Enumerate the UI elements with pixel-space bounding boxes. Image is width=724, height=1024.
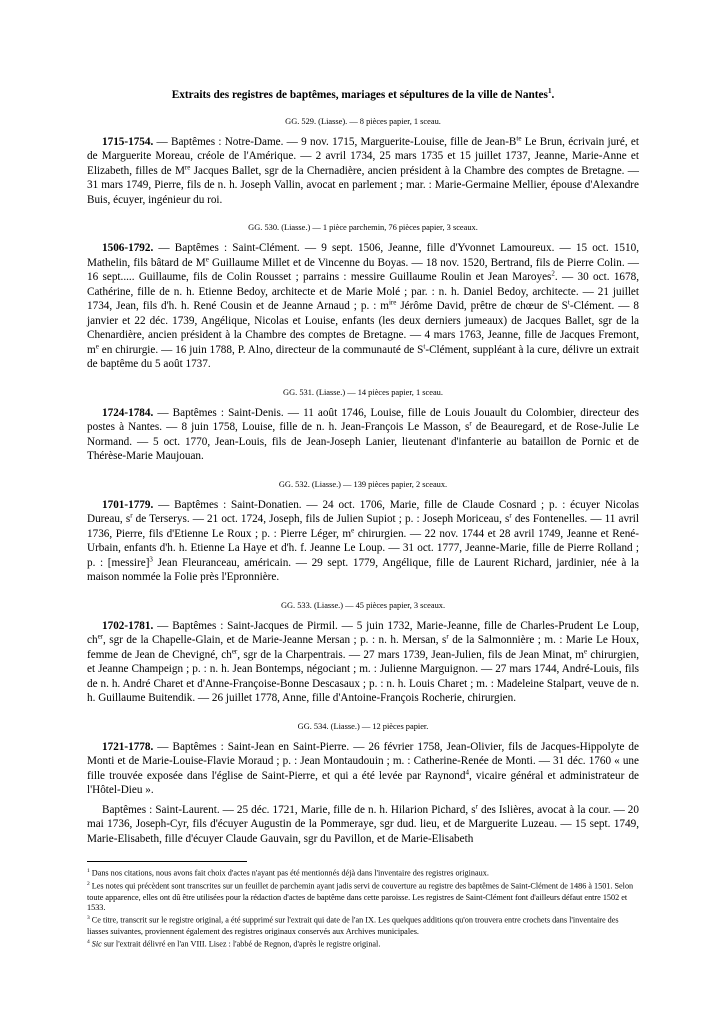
document-page bbox=[87, 84, 639, 950]
record-entry: 1724-1784. — Baptêmes : Saint-Denis. — 11 août 1746, Louise, fille de Louis Jouault du Colombier, directeur des postes à Nantes. — 8 juin 1758, Louise, fille de n. h. Jean-François Le Masson, $s^r$ de Beauregard, et de Rose-Julie Le Normand. — 5 oct. 1770, Jean-Louis, fils de Jean-Joseph Lanier, lieutenant d'infanterie au bataillon de Pornic et de Thérèse-Marie Maujouan. bbox=[87, 406, 640, 463]
entry-dates: 1506-1792. bbox=[102, 242, 154, 255]
page-title: Extraits des registres de baptêmes, mariages et sépultures de la ville de Nantes$^1$. bbox=[171, 87, 555, 101]
series-reference: GG. 531. (Liasse.) — 14 pièces papier, 1 sceau. bbox=[283, 387, 443, 397]
record-entry: 1721-1778. — Baptêmes : Saint-Jean en Saint-Pierre. — 26 février 1758, Jean-Olivier, fils de Jacques-Hippolyte de Monti et de Marie-Louise-Flavie Moraud ; p. : Jean Montaudouin ; m. : Catherine-Renée de Monti. — 31 déc. 1760 « une fille trouvée exposée dans l'église de Saint-Pierre, et qui a été levée par Raynond$^4$, vicaire général et administrateur de l'Hôtel-Dieu ». bbox=[87, 740, 639, 797]
series-reference: GG. 534. (Liasse.) — 12 pièces papier. bbox=[297, 721, 429, 731]
record-entry: 1701-1779. — Baptêmes : Saint-Donatien. — 24 oct. 1706, Marie, fille de Claude Cosnard ; p. : écuyer Nicolas Dureau, $s^r$ de Terserys. — 21 oct. 1724, Joseph, fils de Julien Supiot ; p. : Joseph Moriceau, $s^r$ des Fontenelles. — 11 avril 1736, Pierre, fils d'Etienne Le Roux ; p. : Pierre Léger, $m^e$ chirurgien. — 22 nov. 1744 et 28 avril 1749, Jeanne et René-Urbain, enfants d'h. h. Etienne La Haye et d'h. f. Jeanne Le Loup. — 31 oct. 1777, Jeanne-Marie, fille de Pierre Rolland ; p. : [messire]$^3$ Jean Fleuranceau, américain. — 29 sept. 1779, Angélique, fille de Laurent Richard, jardinier, née à la maison nommée la Folie près l'Epronnière. bbox=[87, 498, 640, 584]
footnote-ref: 1 bbox=[547, 87, 552, 95]
entry-dates: 1702-1781. bbox=[102, 619, 154, 632]
footnote: $^4$ Sic sur l'extrait délivré en l'an VIII. Lisez : l'abbé de Regnon, d'après le registre original. bbox=[87, 938, 381, 949]
footnote: $^1$ Dans nos citations, nous avons fait choix d'actes n'ayant pas été mentionnés déjà dans l'inventaire des registres originaux. bbox=[87, 868, 489, 878]
record-entry: 1506-1792. — Baptêmes : Saint-Clément. — 9 sept. 1506, Jeanne, fille d'Yvonnet Lamoureux. — 15 oct. 1510, Mathelin, fils bâtard de Me Guillaume Millet et de Vincenne du Boyas. — 18 nov. 1520, Bertrand, fils de Pierre Colin. — 16 sept..... Guillaume, fils de Colin Rousset ; parrains : messire Guillaume Roulin et Jean Maroyes$^2$. — 30 oct. 1678, Cathérine, fille de n. h. Etienne Bedoy, architecte et de Marie Molé ; par. : n. h. Daniel Bedoy, architecte. — 21 juillet 1734, Jean, fils d'h. h. René Cousin et de Jeanne Arnaud ; p. : $m^{ire}$ Jérôme David, prêtre de chœur de $S^t$-Clément. — 8 janvier et 22 déc. 1739, Angélique, Nicolas et Louise, enfants (les deux derniers jumeaux) de Jacques Ballet, sgr de la Chenardière, ancien président à la Chambre des comptes de Bretagne. — 4 mars 1763, Jeanne, fille de Jacques Fremont, $m^e$ en chirurgie. — 16 juin 1788, P. Alno, directeur de la communauté de $S^t$-Clément, suppléant à la cure, délivre un extrait de baptême du 5 août 1737. bbox=[87, 242, 640, 371]
series-reference: GG. 529. (Liasse). — 8 pièces papier, 1 sceau. bbox=[285, 116, 441, 126]
entry-dates: 1721-1778. bbox=[102, 740, 154, 753]
footnotes bbox=[87, 866, 639, 950]
record-entry-continued: Baptêmes : Saint-Laurent. — 25 déc. 1721, Marie, fille de n. h. Hilarion Pichard, $s^r$ des Islières, avocat à la cour. — 20 mai 1736, Joseph-Cyr, fils d'écuyer Augustin de la Pommeraye, sgr dud. lieu, et de Marguerite Luzeau. — 15 sept. 1749, Marie-Elisabeth, fille d'écuyer Claude Gauvain, sgr du Pavillon, et de Marie-Elisabeth bbox=[87, 802, 639, 845]
footnote-ref: 2 bbox=[551, 269, 555, 278]
footnote: $^2$ Les notes qui précèdent sont transcrites sur un feuillet de parchemin ayant jadis servi de couverture au registre des baptêmes de Saint-Clément de 1486 à 1501. Selon toute apparence, elles ont dû être utilisées pour la rédaction d'actes de baptême dans cette paroisse. Les registres de Saint-Clément font d'ailleurs défaut entre 1502 et 1533. bbox=[87, 881, 634, 912]
series-reference: GG. 530. (Liasse.) — 1 pièce parchemin, 76 pièces papier, 3 sceaux. bbox=[248, 223, 478, 233]
footnote-divider bbox=[87, 861, 247, 862]
record-entry: 1702-1781. — Baptêmes : Saint-Jacques de Pirmil. — 5 juin 1732, Marie-Jeanne, fille de Charles-Prudent Le Loup, $ch^{er}$, sgr de la Chapelle-Glain, et de Marie-Jeanne Mersan ; p. : n. h. Mersan, $s^r$ de la Salmonnière ; m. : Marie Le Houx, femme de Jean de Chevigné, $ch^{er}$, sgr de la Charpentrais. — 27 mars 1739, Jean-Julien, fils de Jean Minat, $m^e$ chirurgien, et Jeanne Champeign ; p. : n. h. Jean Bontemps, négociant ; m. : Julienne Marguignon. — 27 mars 1744, André-Louis, fils de n. h. André Charet et d'Anne-Françoise-Bonne Descasaux ; p. : n. h. Louis Charet ; m. : Madeleine Stalpart, veuve de n. h. Guillaume Buitendik. — 26 juillet 1778, Anne, fille d'Antoine-François Rocherie, chirurgien. bbox=[87, 619, 640, 705]
entry-dates: 1701-1779. bbox=[102, 498, 154, 511]
footnote-ref: 4 bbox=[465, 768, 469, 777]
footnote-ref: 3 bbox=[149, 555, 153, 564]
series-reference: GG. 533. (Liasse.) — 45 pièces papier, 3 sceaux. bbox=[280, 600, 446, 610]
record-entry: 1715-1754. — Baptêmes : Notre-Dame. — 9 nov. 1715, Marguerite-Louise, fille de Jean-$B^{te}$ Le Brun, écrivain juré, et de Marguerite Moreau, créole de l'Amérique. — 2 avril 1734, 25 mars 1735 et 15 juillet 1737, Jeanne, Marie-Anne et Elizabeth, filles de Mre Jacques Ballet, sgr de la Chernadière, ancien président à la Chambre des comptes de Bretagne. — 31 mars 1749, Pierre, fils de n. h. Joseph Vallin, avocat en parlement ; mar. : Marie-Germaine Mellier, épouse d'Alexandre Buis, écuyer, ingénieur du roi. bbox=[87, 134, 639, 206]
footnote: $^3$ Ce titre, transcrit sur le registre original, a été supprimé sur l'extrait qui date de l'an IX. Les quelques additions qu'on trouvera entre crochets dans l'inventaire des liasses suivantes, proviennent également des registres originaux conservés aux Archives municipales. bbox=[87, 915, 619, 936]
series-reference: GG. 532. (Liasse.) — 139 pièces papier, 2 sceaux. bbox=[278, 479, 448, 489]
entry-dates: 1724-1784. bbox=[102, 406, 154, 419]
entry-dates: 1715-1754. bbox=[102, 135, 154, 148]
